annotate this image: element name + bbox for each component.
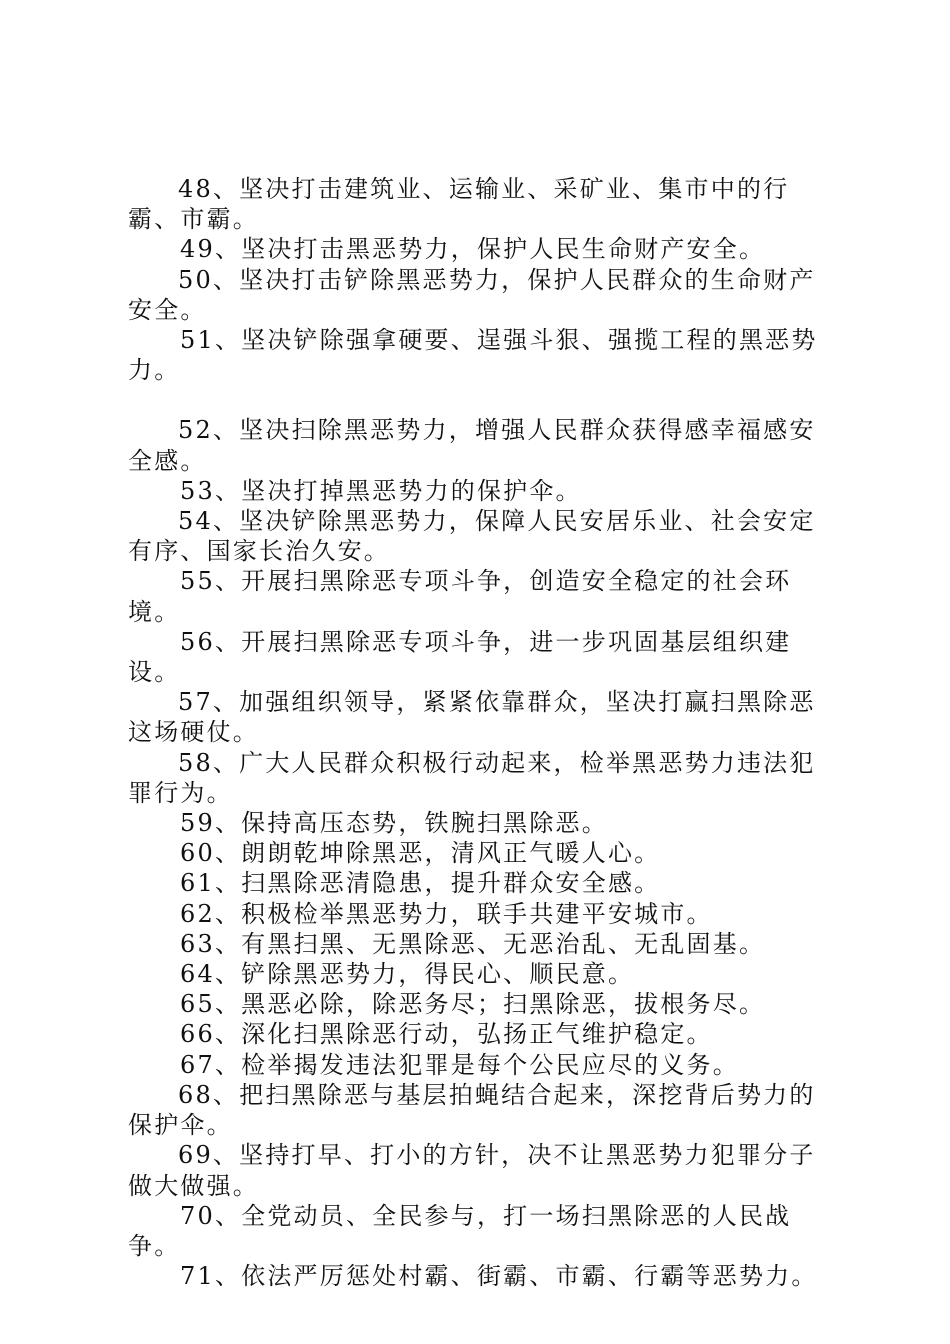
- blank-line: [128, 385, 838, 415]
- list-item: 57、加强组织领导，紧紧依靠群众，坚决打赢扫黑除恶这场硬仗。: [128, 688, 816, 747]
- list-item: 59、保持高压态势，铁腕扫黑除恶。: [180, 809, 608, 838]
- list-item: 58、广大人民群众积极行动起来，检举黑恶势力违法犯罪行为。: [128, 748, 816, 807]
- list-item: 66、深化扫黑除恶行动，弘扬正气维护稳定。: [180, 1020, 713, 1049]
- list-item: 55、开展扫黑除恶专项斗争，创造安全稳定的社会环境。: [128, 567, 792, 626]
- list-item: 53、坚决打掉黑恶势力的保护伞。: [180, 476, 582, 505]
- list-item: 67、检举揭发违法犯罪是每个公民应尽的义务。: [180, 1050, 739, 1079]
- list-item: 70、全党动员、全民参与，打一场扫黑除恶的人民战争。: [128, 1201, 792, 1260]
- list-item: 52、坚决扫除黑恶势力，增强人民群众获得感幸福感安全感。: [128, 416, 816, 475]
- list-item: 71、依法严厉惩处村霸、街霸、市霸、行霸等恶势力。: [180, 1262, 818, 1291]
- list-item: 65、黑恶必除，除恶务尽；扫黑除恶，拔根务尽。: [180, 990, 766, 1019]
- list-item: 64、铲除黑恶势力，得民心、顺民意。: [180, 960, 635, 989]
- list-item: 56、开展扫黑除恶专项斗争，进一步巩固基层组织建设。: [128, 627, 792, 687]
- list-item: 68、把扫黑除恶与基层拍蝇结合起来，深挖背后势力的保护伞。: [128, 1080, 816, 1140]
- list-item: 63、有黑扫黑、无黑除恶、无恶治乱、无乱固基。: [180, 929, 766, 958]
- list-item: 54、坚决铲除黑恶势力，保障人民安居乐业、社会安定有序、国家长治久安。: [128, 507, 816, 566]
- slogan-list: [128, 174, 838, 1291]
- list-item: 69、坚持打早、打小的方针，决不让黑恶势力犯罪分子做大做强。: [128, 1141, 816, 1200]
- list-item: 61、扫黑除恶清隐患，提升群众安全感。: [180, 869, 661, 898]
- list-item: 62、积极检举黑恶势力，联手共建平安城市。: [180, 899, 713, 928]
- list-item: 48、坚决打击建筑业、运输业、采矿业、集市中的行霸、市霸。: [128, 175, 790, 234]
- list-item: 60、朗朗乾坤除黑恶，清风正气暖人心。: [180, 839, 661, 868]
- list-item: 49、坚决打击黑恶势力，保护人民生命财产安全。: [180, 235, 766, 264]
- list-item: 51、坚决铲除强拿硬要、逞强斗狠、强揽工程的黑恶势力。: [128, 326, 818, 385]
- list-item: 50、坚决打击铲除黑恶势力，保护人民群众的生命财产安全。: [128, 265, 816, 324]
